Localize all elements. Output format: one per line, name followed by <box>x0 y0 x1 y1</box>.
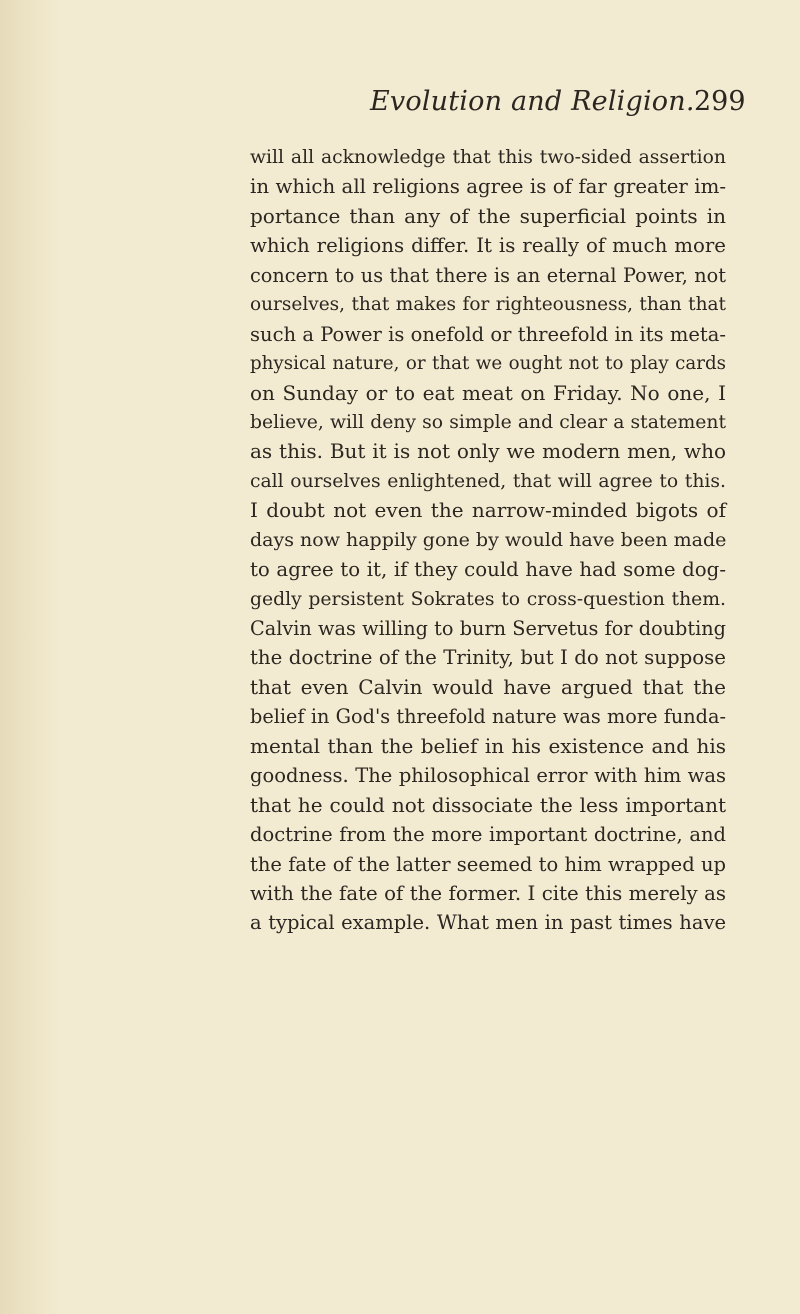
running-head <box>0 86 800 130</box>
text-line: that he could not dissociate the less important <box>250 792 726 817</box>
text-line: portance than any of the superficial points in <box>250 203 726 228</box>
text-line: the fate of the latter seemed to him wrapped up <box>250 852 726 876</box>
text-line: doctrine from the more important doctrine, and <box>250 823 726 847</box>
text-line: on Sunday or to eat meat on Friday. No one, I <box>250 380 726 405</box>
text-line: gedly persistent Sokrates to cross-question them. <box>250 588 726 610</box>
text-line: goodness. The philosophical error with him was <box>250 764 726 788</box>
text-line: with the fate of the former. I cite this merely as <box>250 881 726 905</box>
text-line: as this. But it is not only we modern men, who <box>250 439 726 464</box>
text-line: days now happily gone by would have been made <box>250 528 727 551</box>
text-line: belief in God's threefold nature was more funda- <box>250 705 726 729</box>
text-line: in which all religions agree is of far greater im- <box>250 175 726 199</box>
text-line: concern to us that there is an eternal Power, not <box>250 263 726 287</box>
text-line: the doctrine of the Trinity, but I do not suppose <box>250 646 726 670</box>
text-line: call ourselves enlightened, that will agree to this. <box>250 470 726 492</box>
page-number: 299 <box>694 86 746 117</box>
text-line: a typical example. What men in past times have <box>250 911 726 935</box>
text-line: to agree to it, if they could have had some dog- <box>250 558 726 582</box>
text-line: physical nature, or that we ought not to play cards <box>250 353 726 375</box>
text-line: such a Power is onefold or threefold in its meta- <box>250 322 726 346</box>
text-line: that even Calvin would have argued that the <box>250 674 726 699</box>
text-line: Calvin was willing to burn Servetus for doubting <box>250 617 726 640</box>
text-line: believe, will deny so simple and clear a statement <box>250 411 726 433</box>
text-line: mental than the belief in his existence and his <box>250 733 726 758</box>
text-line: will all acknowledge that this two-sided assertion <box>250 147 726 168</box>
body-text <box>250 143 726 938</box>
page-gutter-shade <box>0 0 60 1314</box>
text-line: I doubt not even the narrow-minded bigots of <box>250 498 726 523</box>
running-title: Evolution and Religion. <box>370 86 695 117</box>
text-line: ourselves, that makes for righteousness, than that <box>250 294 726 316</box>
text-line: which religions differ. It is really of much more <box>250 234 726 258</box>
